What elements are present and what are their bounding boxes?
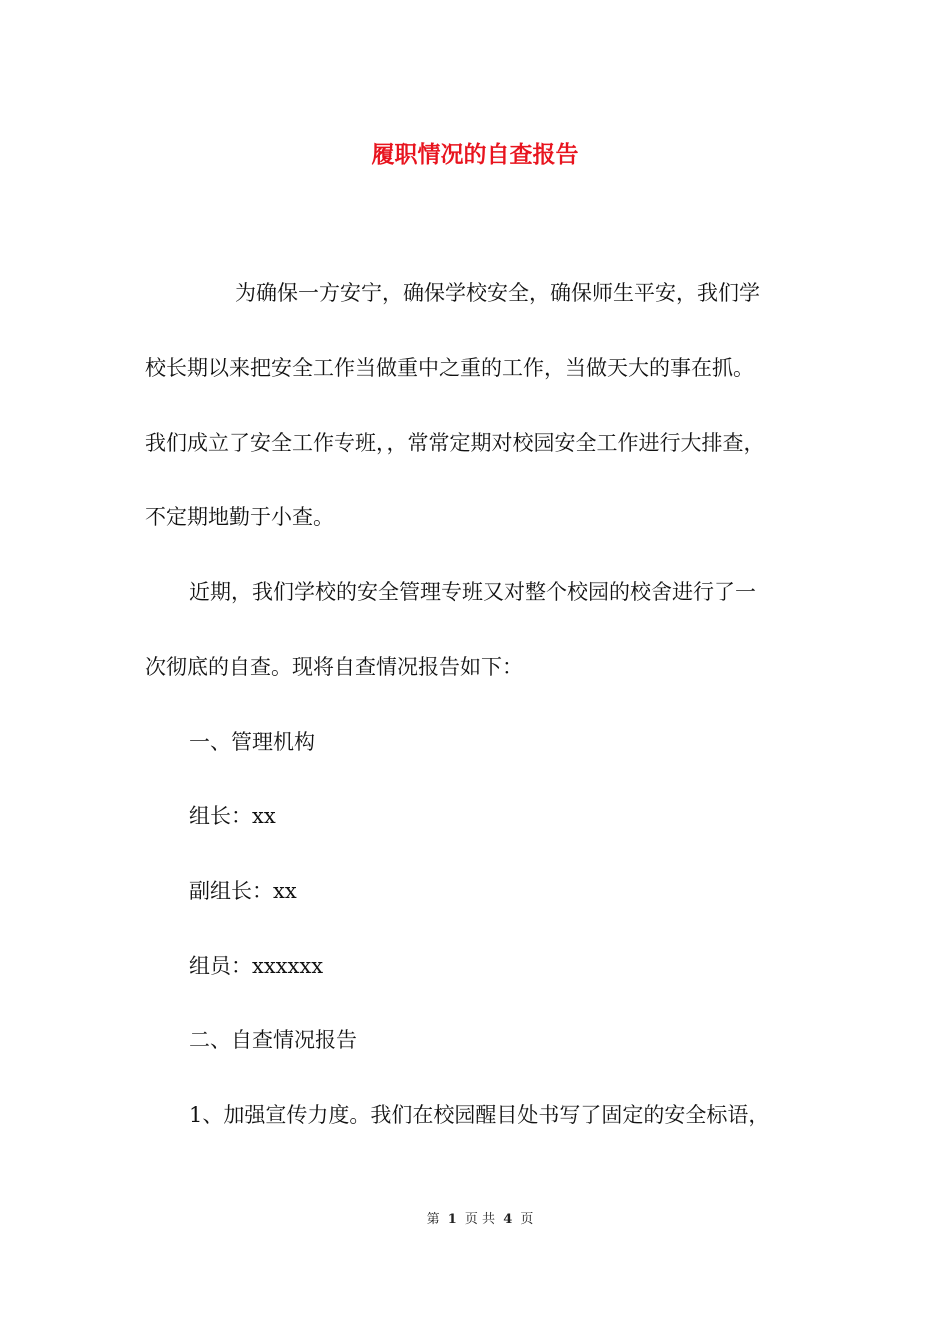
paragraph-line-3: 我们成立了安全工作专班，，常常定期对校园安全工作进行大排查，	[145, 431, 765, 455]
section-heading-self-check: 二、自查情况报告	[189, 1028, 357, 1052]
paragraph-line-2: 校长期以来把安全工作当做重中之重的工作，当做天大的事在抓。	[145, 356, 754, 380]
members-line: 组员：xxxxxx	[189, 954, 324, 978]
paragraph-line-5: 近期，我们学校的安全管理专班又对整个校园的校舍进行了一	[189, 580, 756, 604]
paragraph-line-6: 次彻底的自查。现将自查情况报告如下：	[145, 655, 523, 679]
paragraph-line-12: 1、加强宣传力度。我们在校园醒目处书写了固定的安全标语，	[189, 1103, 770, 1127]
section-heading-management: 一、管理机构	[189, 730, 315, 754]
footer-prefix: 第	[426, 1212, 440, 1227]
deputy-leader-line: 副组长：xx	[189, 879, 297, 903]
team-leader-line: 组长：xx	[189, 804, 276, 828]
footer-middle: 页 共	[464, 1212, 496, 1227]
footer-total-pages: 4	[503, 1212, 513, 1227]
footer-page-number: 1	[447, 1212, 457, 1227]
paragraph-line-1: 为确保一方安宁，确保学校安全，确保师生平安，我们学	[235, 281, 760, 305]
page-footer	[0, 1208, 950, 1227]
document-title: 履职情况的自查报告	[371, 141, 579, 168]
footer-suffix: 页	[520, 1212, 534, 1227]
paragraph-line-4: 不定期地勤于小查。	[145, 505, 334, 529]
